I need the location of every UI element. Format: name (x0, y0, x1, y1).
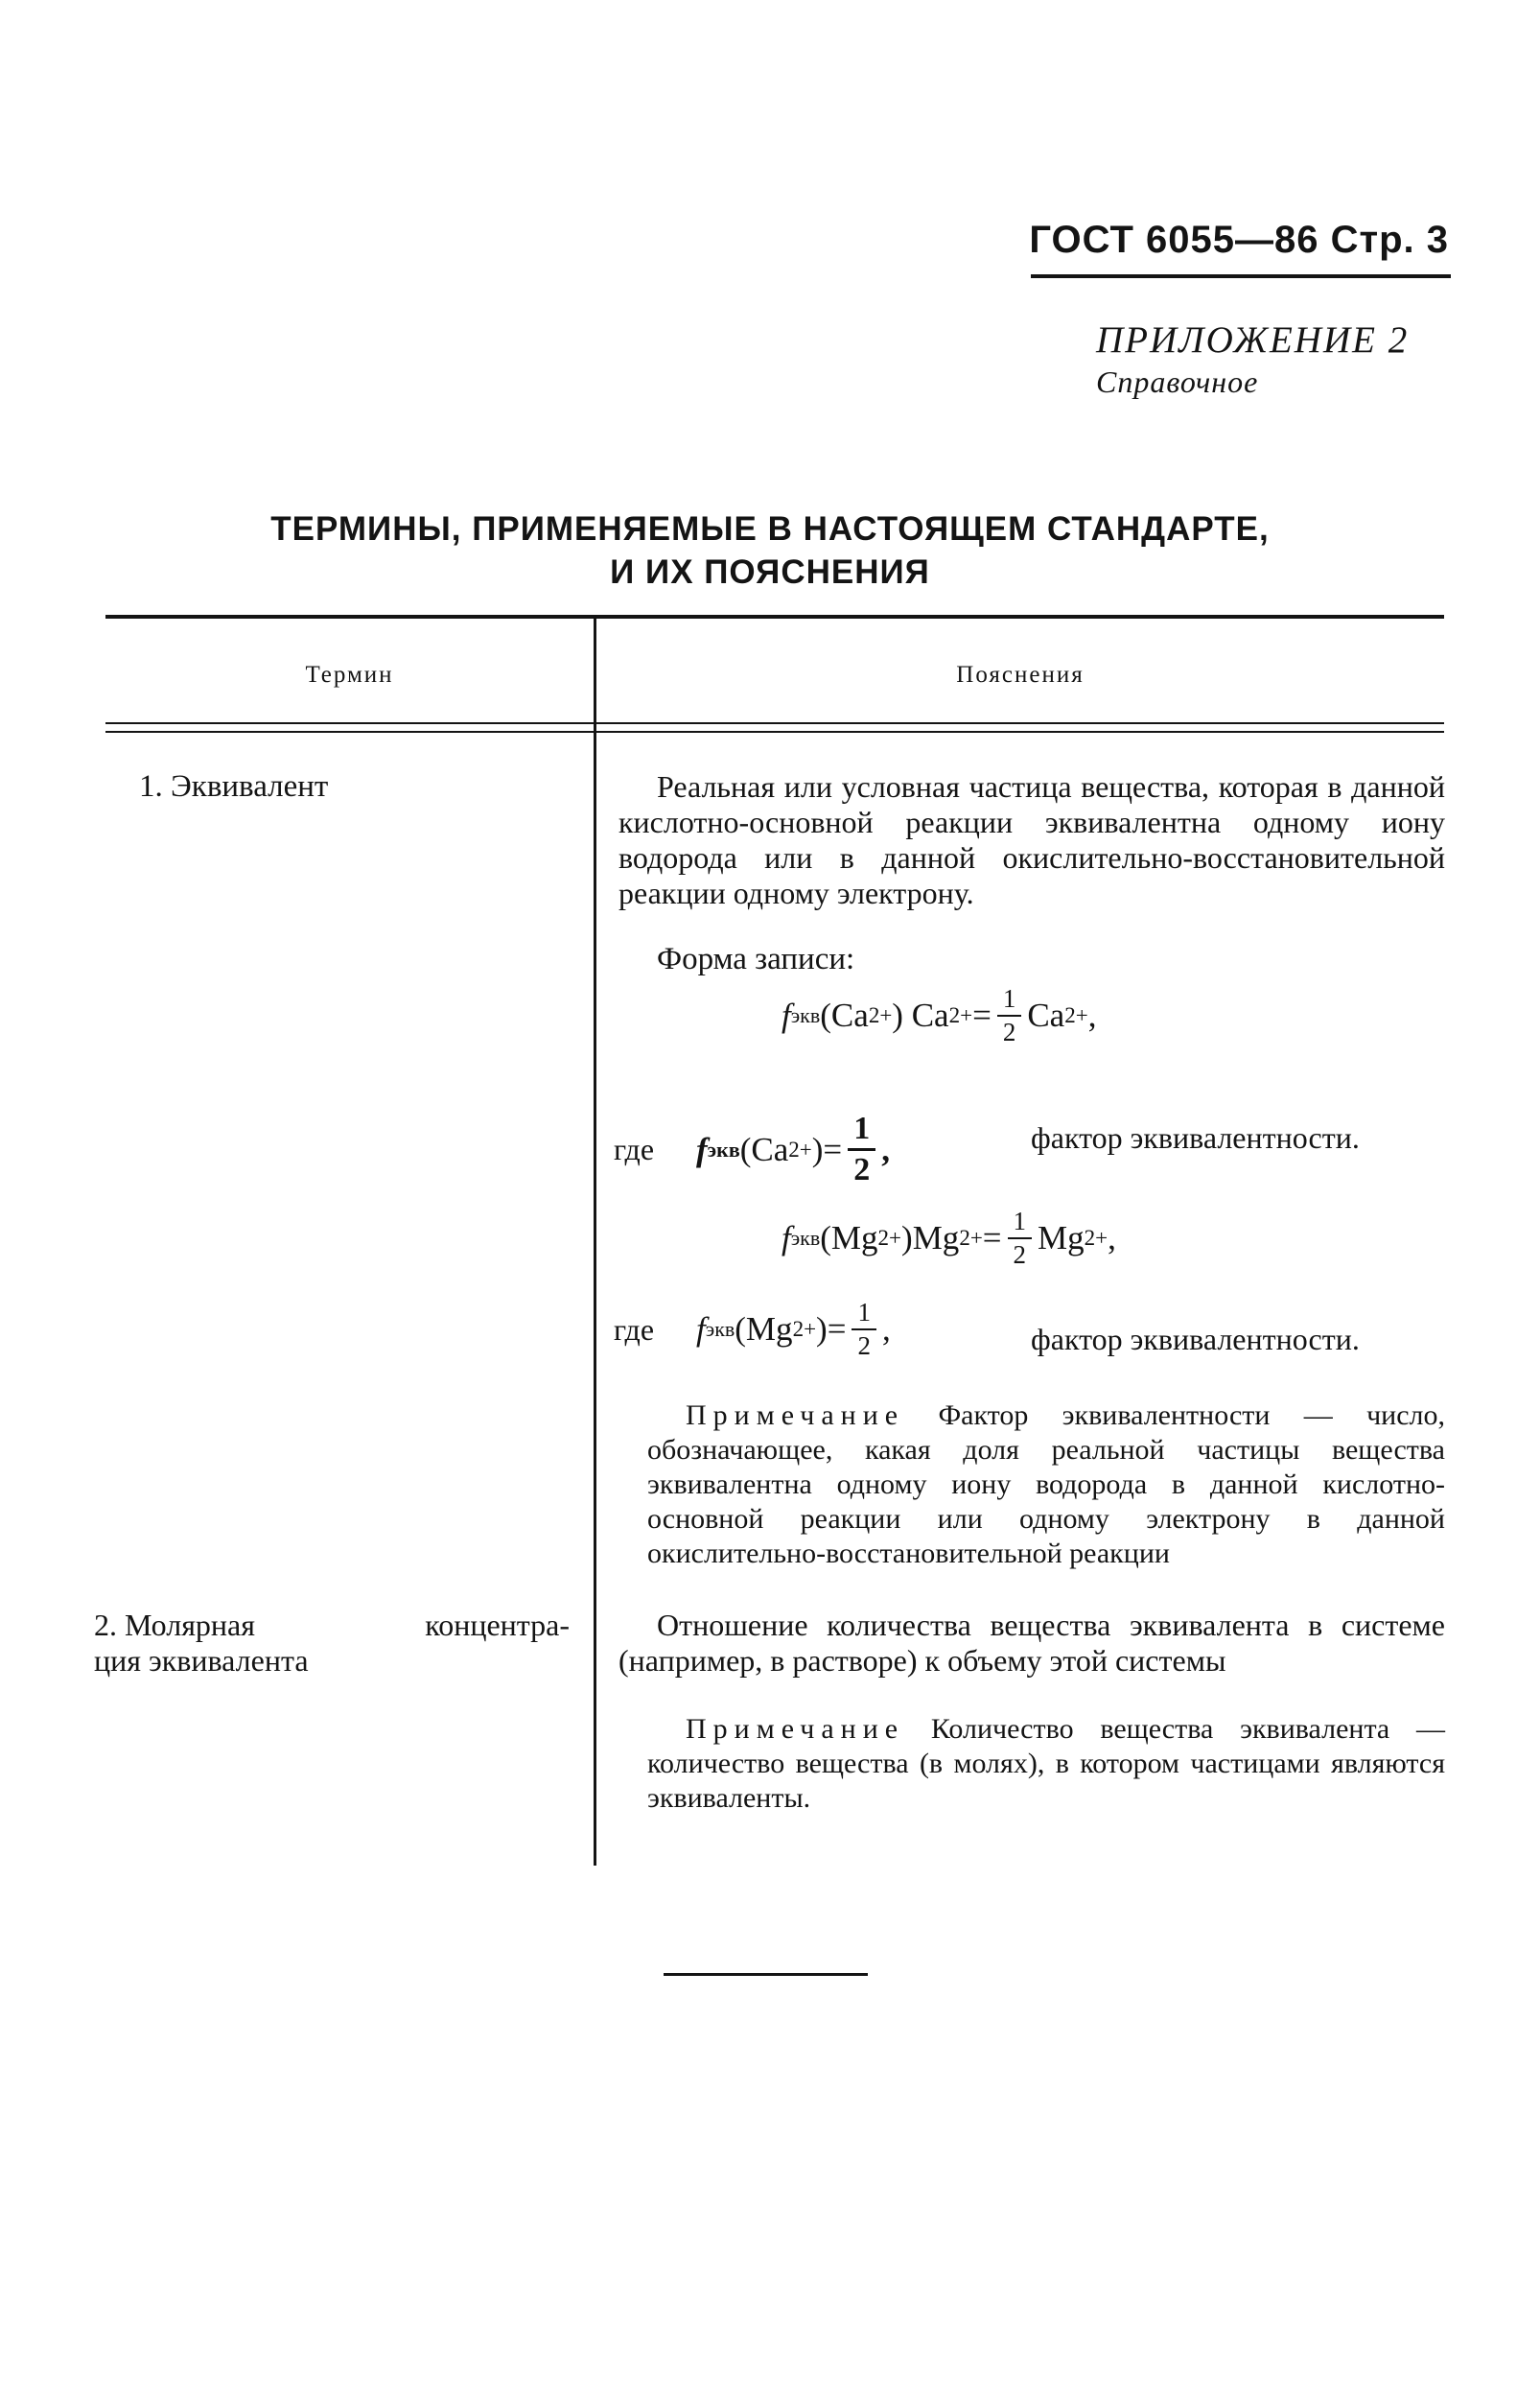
formula-close: ) (892, 997, 903, 1034)
column-header-explanation: Пояснения (956, 662, 1085, 688)
where-word: где (614, 1132, 655, 1166)
fraction-numerator: 1 (1002, 984, 1016, 1013)
note-equivalence-factor (647, 1398, 1445, 1571)
fraction-bar (848, 1148, 875, 1151)
document-title-line-2: И ИХ ПОЯСНЕНИЯ (610, 553, 930, 591)
formula-close: )= (816, 1310, 847, 1348)
formula-ion: (Mg (820, 1219, 878, 1257)
fraction-bar (1008, 1237, 1033, 1239)
formula-tail: , (1108, 1219, 1116, 1257)
formula-ion: (Mg (735, 1310, 793, 1348)
factor-label: фактор эквивалентности. (1031, 1120, 1360, 1155)
appendix-title: ПРИЛОЖЕНИЕ 2 (1096, 319, 1410, 361)
formula-equals: = (972, 997, 992, 1034)
form-label: Форма записи: (657, 942, 855, 976)
appendix-type: Справочное (1096, 364, 1259, 399)
fraction-bar (997, 1015, 1022, 1017)
formula-species: Ca (911, 997, 949, 1034)
where-word: где (614, 1311, 655, 1347)
fraction-numerator: 1 (1013, 1207, 1027, 1235)
formula-ion: (Ca (739, 1130, 789, 1168)
term-line: концентра- (425, 1608, 570, 1642)
fraction-denominator: 2 (853, 1152, 871, 1187)
formula-tail: , (881, 1310, 891, 1348)
explanation-equivalent: Реальная или условная частица вещества, которая в данной кислотно-основной реакции эквивалентна одному иону водорода или в данной окислительно-восстановительной реакции одному электрону. (618, 769, 1445, 910)
term-molar-concentration (94, 1608, 570, 1679)
note-amount-of-substance (647, 1712, 1445, 1816)
formula-symbol: f (782, 997, 791, 1034)
footer-rule (664, 1973, 868, 1976)
fraction-denominator: 2 (1002, 1018, 1016, 1046)
note-text: Количество вещества эквивалента — количество вещества (в молях), в котором частицами являются эквиваленты. (647, 1713, 1446, 1814)
formula-subscript: экв (707, 1137, 740, 1162)
column-header-term: Термин (305, 662, 394, 688)
formula-symbol: f (782, 1219, 791, 1257)
formula-subscript: экв (790, 1003, 821, 1027)
formula-rhs: Mg (1038, 1219, 1085, 1257)
factor-label: фактор эквивалентности. (1031, 1322, 1360, 1356)
formula-close: ) (901, 1219, 913, 1257)
formula-tail: , (881, 1130, 890, 1168)
formula-fraction (1008, 1209, 1033, 1268)
where-clause-calcium: где f экв (Ca 2+ )= $\frac{1}{2}$ , (614, 1111, 890, 1187)
formula-symbol: f (696, 1310, 706, 1348)
table-top-rule (105, 615, 1444, 619)
formula-fraction (852, 1300, 876, 1359)
note-text: Фактор эквивалентности — число, обозначающее, какая доля реальной частицы вещества эквивалентна одному иону водорода в данной кислотно-основной реакции или одному электрону в данной окислительно-восстановительной реакции (647, 1399, 1446, 1569)
formula-fraction (997, 986, 1022, 1045)
fraction-denominator: 2 (1013, 1240, 1027, 1269)
fraction-numerator: 1 (853, 1111, 871, 1146)
formula-symbol: f (696, 1130, 708, 1168)
formula-ion: (Ca (820, 997, 869, 1034)
formula-close: )= (811, 1130, 843, 1168)
formula-species: Mg (912, 1219, 960, 1257)
formula-calcium: f экв (Ca 2+ ) Ca 2+ = $\frac{1}{2}$ Ca 2+ , (782, 984, 1097, 1046)
term-equivalent: 1. Эквивалент (139, 769, 329, 804)
header-rule (1031, 274, 1451, 278)
formula-rhs: Ca (1027, 997, 1065, 1034)
formula-fraction (848, 1113, 875, 1186)
table-header-rule (105, 731, 1444, 733)
page-header: ГОСТ 6055—86 Стр. 3 (1029, 219, 1449, 261)
formula-tail: , (1087, 997, 1097, 1034)
formula-subscript: экв (790, 1226, 821, 1250)
formula-equals: = (982, 1219, 1002, 1257)
formula-magnesium: f экв (Mg 2+ ) Mg 2+ = $\frac{1}{2}$ Mg 2+ , (782, 1207, 1116, 1269)
table-column-divider (594, 617, 596, 1866)
explanation-molar-concentration: Отношение количества вещества эквивалента в системе (например, в растворе) к объему этой системы (618, 1608, 1445, 1678)
formula-subscript: экв (705, 1317, 735, 1341)
table-header-rule (105, 722, 1444, 724)
fraction-numerator: 1 (857, 1298, 871, 1327)
fraction-denominator: 2 (857, 1331, 871, 1360)
fraction-bar (852, 1328, 876, 1330)
term-line: ция эквивалента (94, 1643, 309, 1678)
where-clause-magnesium: где f экв (Mg 2+ )= $\frac{1}{2}$ , (614, 1298, 891, 1360)
document-title-line-1: ТЕРМИНЫ, ПРИМЕНЯЕМЫЕ В НАСТОЯЩЕМ СТАНДАРТЕ, (270, 510, 1270, 548)
term-line: 2. Молярная (94, 1608, 255, 1642)
note-word: Примечание (686, 1399, 905, 1431)
note-word: Примечание (686, 1713, 905, 1745)
